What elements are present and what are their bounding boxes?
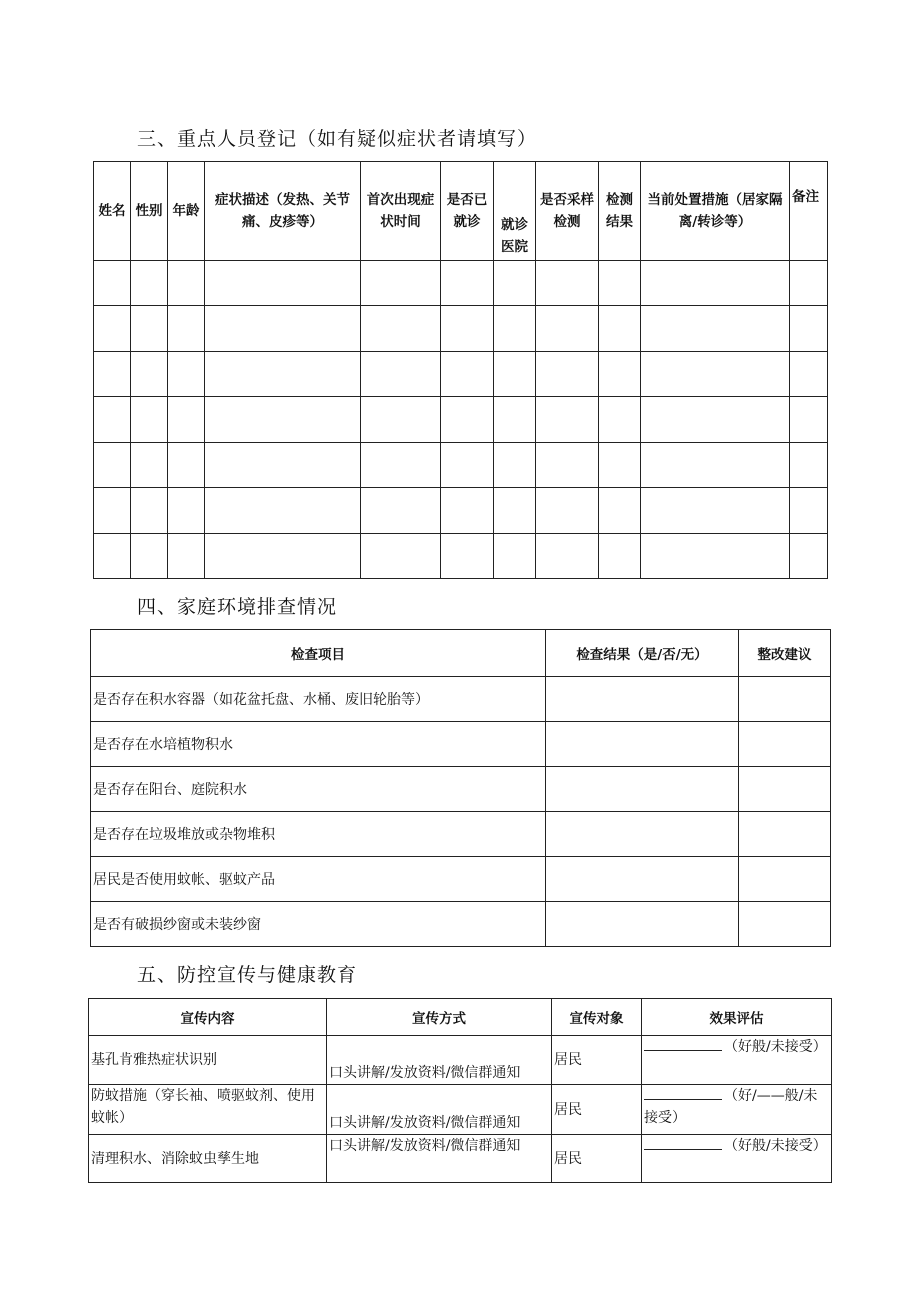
cell[interactable] xyxy=(168,534,205,579)
cell[interactable] xyxy=(790,534,828,579)
header-first-onset: 首次出现症状时间 xyxy=(361,162,441,261)
education-table xyxy=(88,998,832,1183)
table-row xyxy=(91,677,831,722)
table-row xyxy=(91,857,831,902)
cell[interactable] xyxy=(641,534,790,579)
check-item-label: 是否有破损纱窗或未装纱窗 xyxy=(91,902,546,947)
table-row xyxy=(94,261,828,306)
education-method: 口头讲解/发放资料/微信群通知 xyxy=(327,1135,552,1183)
cell[interactable] xyxy=(361,443,441,488)
cell[interactable] xyxy=(94,488,131,534)
key-persons-header-row xyxy=(94,162,828,261)
education-content: 基孔肯雅热症状识别 xyxy=(89,1036,327,1085)
rectification-cell[interactable] xyxy=(739,722,831,767)
header-hospital: 就诊医院 xyxy=(494,162,536,261)
check-item-label: 是否存在垃圾堆放或杂物堆积 xyxy=(91,812,546,857)
cell[interactable] xyxy=(168,306,205,352)
header-current-measure: 当前处置措施（居家隔离/转诊等） xyxy=(641,162,790,261)
check-item-label: 是否存在积水容器（如花盆托盘、水桶、废旧轮胎等） xyxy=(91,677,546,722)
cell[interactable] xyxy=(790,306,828,352)
check-item-label: 是否存在水培植物积水 xyxy=(91,722,546,767)
header-check-item: 检查项目 xyxy=(91,630,546,677)
cell[interactable] xyxy=(536,306,599,352)
evaluation-options: （好/——般/未接受） xyxy=(644,1088,818,1126)
education-target: 居民 xyxy=(552,1085,642,1135)
check-result-cell[interactable] xyxy=(546,812,739,857)
cell[interactable] xyxy=(641,488,790,534)
rectification-cell[interactable] xyxy=(739,677,831,722)
cell[interactable] xyxy=(494,443,536,488)
cell[interactable] xyxy=(361,397,441,443)
cell[interactable] xyxy=(494,534,536,579)
education-header-row xyxy=(89,999,832,1036)
evaluation-options: （好般/未接受） xyxy=(724,1138,827,1154)
cell[interactable] xyxy=(599,352,641,397)
table-row xyxy=(89,1135,832,1183)
cell[interactable] xyxy=(131,488,168,534)
education-method: 口头讲解/发放资料/微信群通知 xyxy=(327,1085,552,1135)
check-result-cell[interactable] xyxy=(546,722,739,767)
cell[interactable] xyxy=(790,443,828,488)
cell[interactable] xyxy=(790,488,828,534)
table-row xyxy=(94,534,828,579)
cell[interactable] xyxy=(361,488,441,534)
cell[interactable] xyxy=(641,261,790,306)
cell[interactable] xyxy=(536,488,599,534)
table-row xyxy=(91,767,831,812)
header-symptoms: 症状描述（发热、关节痛、皮疹等） xyxy=(205,162,361,261)
table-row xyxy=(89,1085,832,1135)
header-test-result: 检测结果 xyxy=(599,162,641,261)
education-evaluation[interactable] xyxy=(642,1085,832,1135)
table-row xyxy=(94,397,828,443)
education-target: 居民 xyxy=(552,1135,642,1183)
cell[interactable] xyxy=(205,397,361,443)
cell[interactable] xyxy=(641,306,790,352)
cell[interactable] xyxy=(205,352,361,397)
cell[interactable] xyxy=(599,443,641,488)
cell[interactable] xyxy=(599,306,641,352)
cell[interactable] xyxy=(790,352,828,397)
cell[interactable] xyxy=(94,443,131,488)
cell[interactable] xyxy=(599,534,641,579)
cell[interactable] xyxy=(205,443,361,488)
cell[interactable] xyxy=(641,397,790,443)
header-target: 宣传对象 xyxy=(552,999,642,1036)
cell[interactable] xyxy=(94,534,131,579)
cell[interactable] xyxy=(441,352,494,397)
cell[interactable] xyxy=(94,352,131,397)
header-method: 宣传方式 xyxy=(327,999,552,1036)
header-evaluation: 效果评估 xyxy=(642,999,832,1036)
cell[interactable] xyxy=(441,443,494,488)
cell[interactable] xyxy=(494,306,536,352)
cell[interactable] xyxy=(131,443,168,488)
cell[interactable] xyxy=(536,261,599,306)
education-content: 清理积水、消除蚊虫孳生地 xyxy=(89,1135,327,1183)
blank-line[interactable] xyxy=(644,1036,722,1051)
cell[interactable] xyxy=(94,261,131,306)
section4-title: 四、家庭环境排查情况 xyxy=(137,596,338,618)
cell[interactable] xyxy=(205,488,361,534)
table-row xyxy=(94,443,828,488)
table-row xyxy=(91,812,831,857)
cell[interactable] xyxy=(494,397,536,443)
cell[interactable] xyxy=(205,534,361,579)
check-item-label: 是否存在阳台、庭院积水 xyxy=(91,767,546,812)
cell[interactable] xyxy=(536,443,599,488)
cell[interactable] xyxy=(790,397,828,443)
cell[interactable] xyxy=(131,306,168,352)
cell[interactable] xyxy=(168,397,205,443)
education-evaluation[interactable] xyxy=(642,1135,832,1183)
header-content: 宣传内容 xyxy=(89,999,327,1036)
education-evaluation[interactable] xyxy=(642,1036,832,1085)
rectification-cell[interactable] xyxy=(739,767,831,812)
header-age: 年龄 xyxy=(168,162,205,261)
cell[interactable] xyxy=(599,488,641,534)
rectification-cell[interactable] xyxy=(739,902,831,947)
cell[interactable] xyxy=(536,352,599,397)
table-row xyxy=(89,1036,832,1085)
table-row xyxy=(91,722,831,767)
cell[interactable] xyxy=(361,261,441,306)
cell[interactable] xyxy=(131,261,168,306)
rectification-cell[interactable] xyxy=(739,857,831,902)
rectification-cell[interactable] xyxy=(739,812,831,857)
education-target: 居民 xyxy=(552,1036,642,1085)
check-result-cell[interactable] xyxy=(546,902,739,947)
evaluation-options: （好般/未接受） xyxy=(724,1039,827,1055)
table-row xyxy=(94,488,828,534)
key-persons-table xyxy=(93,161,828,579)
cell[interactable] xyxy=(361,352,441,397)
cell[interactable] xyxy=(361,306,441,352)
cell[interactable] xyxy=(168,488,205,534)
cell[interactable] xyxy=(441,306,494,352)
header-check-result: 检查结果（是/否/无） xyxy=(546,630,739,677)
cell[interactable] xyxy=(494,261,536,306)
cell[interactable] xyxy=(641,352,790,397)
header-name: 姓名 xyxy=(94,162,131,261)
environment-header-row xyxy=(91,630,831,677)
blank-line[interactable] xyxy=(644,1135,722,1150)
cell[interactable] xyxy=(131,397,168,443)
table-row xyxy=(94,352,828,397)
cell[interactable] xyxy=(441,488,494,534)
cell[interactable] xyxy=(168,352,205,397)
cell[interactable] xyxy=(205,261,361,306)
education-method: 口头讲解/发放资料/微信群通知 xyxy=(327,1036,552,1085)
check-result-cell[interactable] xyxy=(546,677,739,722)
cell[interactable] xyxy=(131,534,168,579)
section5-title: 五、防控宣传与健康教育 xyxy=(137,964,358,986)
table-row xyxy=(91,902,831,947)
education-content: 防蚊措施（穿长袖、喷驱蚊剂、使用蚊帐） xyxy=(89,1085,327,1135)
cell[interactable] xyxy=(790,261,828,306)
check-item-label: 居民是否使用蚊帐、驱蚊产品 xyxy=(91,857,546,902)
header-rectification: 整改建议 xyxy=(739,630,831,677)
cell[interactable] xyxy=(494,488,536,534)
cell[interactable] xyxy=(168,261,205,306)
header-sampled: 是否采样检测 xyxy=(536,162,599,261)
header-gender: 性别 xyxy=(131,162,168,261)
check-result-cell[interactable] xyxy=(546,767,739,812)
section3-title: 三、重点人员登记（如有疑似症状者请填写） xyxy=(137,128,538,150)
cell[interactable] xyxy=(168,443,205,488)
table-row xyxy=(94,306,828,352)
environment-check-table xyxy=(90,629,831,947)
cell[interactable] xyxy=(494,352,536,397)
cell[interactable] xyxy=(641,443,790,488)
cell[interactable] xyxy=(536,397,599,443)
header-remarks: 备注 xyxy=(790,162,828,261)
blank-line[interactable] xyxy=(644,1085,722,1100)
check-result-cell[interactable] xyxy=(546,857,739,902)
cell[interactable] xyxy=(205,306,361,352)
cell[interactable] xyxy=(441,534,494,579)
cell[interactable] xyxy=(441,397,494,443)
header-visited: 是否已就诊 xyxy=(441,162,494,261)
cell[interactable] xyxy=(131,352,168,397)
cell[interactable] xyxy=(536,534,599,579)
cell[interactable] xyxy=(599,261,641,306)
cell[interactable] xyxy=(94,306,131,352)
cell[interactable] xyxy=(361,534,441,579)
cell[interactable] xyxy=(94,397,131,443)
cell[interactable] xyxy=(441,261,494,306)
cell[interactable] xyxy=(599,397,641,443)
